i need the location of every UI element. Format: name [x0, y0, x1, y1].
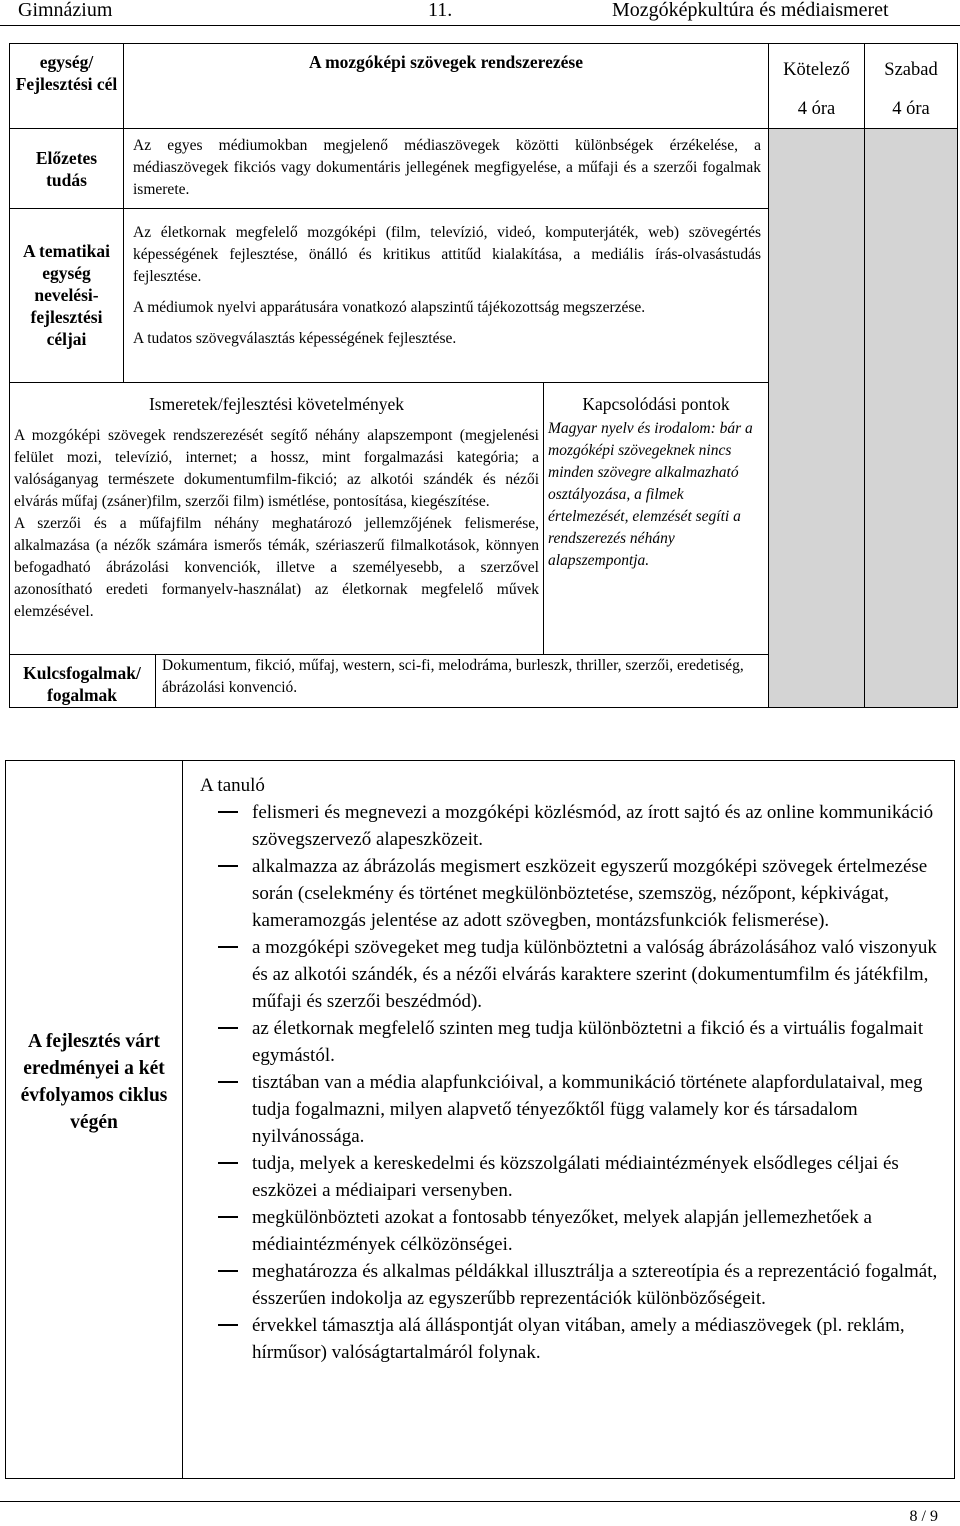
header-grade: 11.	[428, 0, 453, 21]
outcome-item: meghatározza és alkalmas példákkal illusztrálja a sztereotípia és a reprezentáció fogalmát, ésszerűen indokolja az egyszerűbb reprezentációk különbözőségeit.	[200, 1258, 940, 1312]
page-number: 8 / 9	[909, 1508, 938, 1525]
dash-bullet-icon	[218, 946, 238, 948]
dash-bullet-icon	[218, 865, 238, 867]
outcome-item: felismeri és megnevezi a mozgóképi közlésmód, az írott sajtó és az online kommunikáció szövegszervező alapeszközeit.	[200, 799, 940, 853]
connections-text: Magyar nyelv és irodalom: bár a mozgóképi szövegeknek nincs minden szövegre alkalmazható osztályozása, a filmek értelmezését, elemzését segíti a rendszerezés néhány alapszempontja.	[548, 420, 753, 569]
outcomes-body	[200, 772, 940, 1366]
header-subject: Mozgóképkultúra és médiaismeret	[612, 0, 889, 21]
outcome-item: tisztában van a média alapfunkcióival, a kommunikáció története alapfordulataival, meg tudja fogalmazni, milyen alapvető tényezőktől függ valamely kor és társadalom nyilvánossága.	[200, 1069, 940, 1150]
goals-list	[133, 222, 761, 350]
unit-goal-label: egység/ Fejlesztési cél	[15, 52, 118, 94]
goals-label: A tematikai egység nevelési-fejlesztési céljai	[22, 241, 110, 349]
outcome-item: tudja, melyek a kereskedelmi és közszolgálati médiaintézmények elsődleges céljai és eszközei a médiaipari versenyben.	[200, 1150, 940, 1204]
dash-bullet-icon	[218, 1324, 238, 1326]
dash-bullet-icon	[218, 1270, 238, 1272]
topic-title: A mozgóképi szövegek rendszerezése	[309, 52, 583, 72]
header-school: Gimnázium	[18, 0, 113, 21]
outcomes-intro: A tanuló	[200, 775, 265, 796]
free-hours: 4 óra	[892, 99, 930, 119]
dash-bullet-icon	[218, 1081, 238, 1083]
header-rule	[0, 25, 960, 26]
outcomes-list	[200, 799, 940, 1366]
footer-rule	[0, 1501, 960, 1502]
key-concepts-text: Dokumentum, fikció, műfaj, western, sci-fi, melodráma, burleszk, thriller, szerzői, eredetiség, ábrázolási konvenció.	[162, 657, 744, 696]
free-label: Szabad	[884, 60, 938, 80]
mandatory-hours: 4 óra	[797, 99, 836, 119]
dash-bullet-icon	[218, 1162, 238, 1164]
running-header	[0, 0, 960, 24]
goal-item: Az életkornak megfelelő mozgóképi (film, televízió, videó, komputerjáték, web) szövegértés képességének fejlesztése, önálló és kritikus attitűd kialakítása, a mediális írás-olvasástudás fejlesztése.	[133, 224, 761, 285]
outcome-item: érvekkel támasztja alá álláspontját olyan vitában, amely a médiaszövegek (pl. reklám, hírműsor) valóságtartalmáról folynak.	[200, 1312, 940, 1366]
prior-knowledge-label: Előzetes tudás	[35, 148, 98, 190]
requirement-item: A mozgóképi szövegek rendszerezését segítő néhány alapszempont (megjelenési felület mozi, televízió, internet; a hossz, mint forgalmazási kategória; a valóságanyag természete dokumentumfilm-fikció; az alkotói szándék és nézői elvárás műfaj (zsáner)film, szerzői film) ismétlése, pontosítása, kiegészítése.	[14, 427, 539, 510]
requirements-label: Ismeretek/fejlesztési követelmények	[148, 394, 405, 414]
outcome-item: megkülönbözteti azokat a fontosabb tényezőket, melyek alapján jellemezhetőek a médiaintézmények célközönségei.	[200, 1204, 940, 1258]
dash-bullet-icon	[218, 1027, 238, 1029]
goal-item: A tudatos szövegválasztás képességének fejlesztése.	[133, 330, 457, 347]
outcomes-label: A fejlesztés várt eredményei a két évfolyamos ciklus végén	[20, 1031, 168, 1133]
outcome-item: a mozgóképi szövegeket meg tudja különböztetni a valóság ábrázolásához való viszonyuk és az alkotói szándék, és a nézői elvárás karaktere szerint (dokumentumfilm és játékfilm, műfaji és szerzői beszédmód).	[200, 934, 940, 1015]
goal-item: A médiumok nyelvi apparátusára vonatkozó alapszintű tájékozottság megszerzése.	[133, 299, 646, 316]
mandatory-label: Kötelező	[783, 60, 850, 80]
requirement-item: A szerzői és a műfajfilm néhány meghatározó jellemzőjének felismerése, alkalmazása (a nézők számára ismerős témák, szériaszerű filmalkotások, könnyen befogadható ábrázolási konvenciók, illetve a személyesebb, a szerzővel azonosítható eredeti formanyelv-használat) az életkornak megfelelő művek elemzésével.	[14, 515, 539, 620]
dash-bullet-icon	[218, 811, 238, 813]
key-concepts-label: Kulcsfogalmak/ fogalmak	[23, 663, 141, 705]
prior-knowledge-text: Az egyes médiumokban megjelenő médiaszövegek közötti különbségek érzékelése, a médiaszövegek fikciós vagy dokumentáris jellegének megfigyelése, a műfaji és a szerzői fogalmak ismerete.	[133, 137, 761, 198]
connections-label: Kapcsolódási pontok	[582, 394, 730, 414]
free-column-shade	[864, 128, 958, 708]
outcome-item: alkalmazza az ábrázolás megismert eszközeit egyszerű mozgóképi szövegek értelmezése során (cselekmény és történet megkülönböztetése, szemszög, nézőpont, képkivágat, kameramozgás jelentése az adott szövegben, montázsfunkciók felismerése).	[200, 853, 940, 934]
mandatory-column-shade	[768, 128, 864, 708]
requirements-text	[14, 425, 539, 623]
outcome-item: az életkornak megfelelő szinten meg tudja különböztetni a fikció és a virtuális fogalmait egymástól.	[200, 1015, 940, 1069]
dash-bullet-icon	[218, 1216, 238, 1218]
